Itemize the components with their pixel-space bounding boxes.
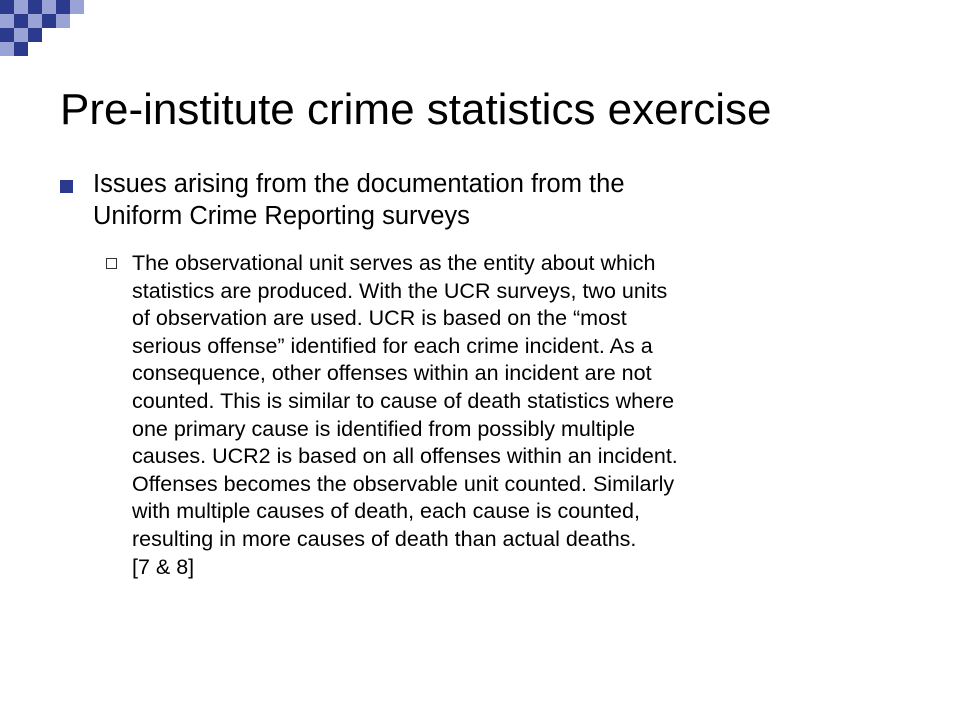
deco-square [14,0,28,14]
bullet-text-line: Issues arising from the documentation from the [93,170,625,198]
deco-square [56,14,70,28]
sub-bullet-text-line: consequence, other offenses within an incident are not [132,361,652,386]
deco-square [56,0,70,14]
sub-bullet-text-line: Offenses becomes the observable unit counted. Similarly [132,471,675,496]
sub-bullet-text-line: one primary cause is identified from possibly multiple [132,416,636,441]
checker-squares-icon [0,0,90,62]
bullet-text [93,168,920,232]
deco-square [14,28,28,42]
sub-bullet-text-line: The observational unit serves as the entity about which [132,251,656,275]
sub-bullet-text-line: counted. This is similar to cause of death statistics where [132,388,675,413]
deco-square [28,0,42,14]
sub-bullet-text-line: statistics are produced. With the UCR surveys, two units [132,278,668,303]
deco-square [28,28,42,42]
sub-bullet-text-line: [7 & 8] [132,554,195,579]
filled-square-bullet-icon [60,180,73,193]
deco-square [28,14,42,28]
deco-square [0,28,14,42]
sub-bullet-text [132,250,896,581]
deco-square [14,42,28,56]
deco-square [42,14,56,28]
bullet-item [60,168,920,232]
sub-bullet-text-line: serious offense” identified for each crime incident. As a [132,333,653,358]
deco-square [0,0,14,14]
sub-bullet-text-line: of observation are used. UCR is based on the “most [132,306,627,331]
sub-bullet-text-line: causes. UCR2 is based on all offenses within an incident. [132,444,678,469]
sub-bullet-item [106,250,896,581]
bullet-text-line: Uniform Crime Reporting surveys [93,202,470,230]
sub-bullet-text-line: with multiple causes of death, each cause is counted, [132,499,640,524]
slide-title: Pre-institute crime statistics exercise [60,85,772,134]
deco-square [70,0,84,14]
hollow-square-bullet-icon [106,258,117,269]
deco-square [42,0,56,14]
deco-square [14,14,28,28]
deco-square [0,42,14,56]
deco-square [0,14,14,28]
sub-bullet-text-line: resulting in more causes of death than actual deaths. [132,526,637,551]
